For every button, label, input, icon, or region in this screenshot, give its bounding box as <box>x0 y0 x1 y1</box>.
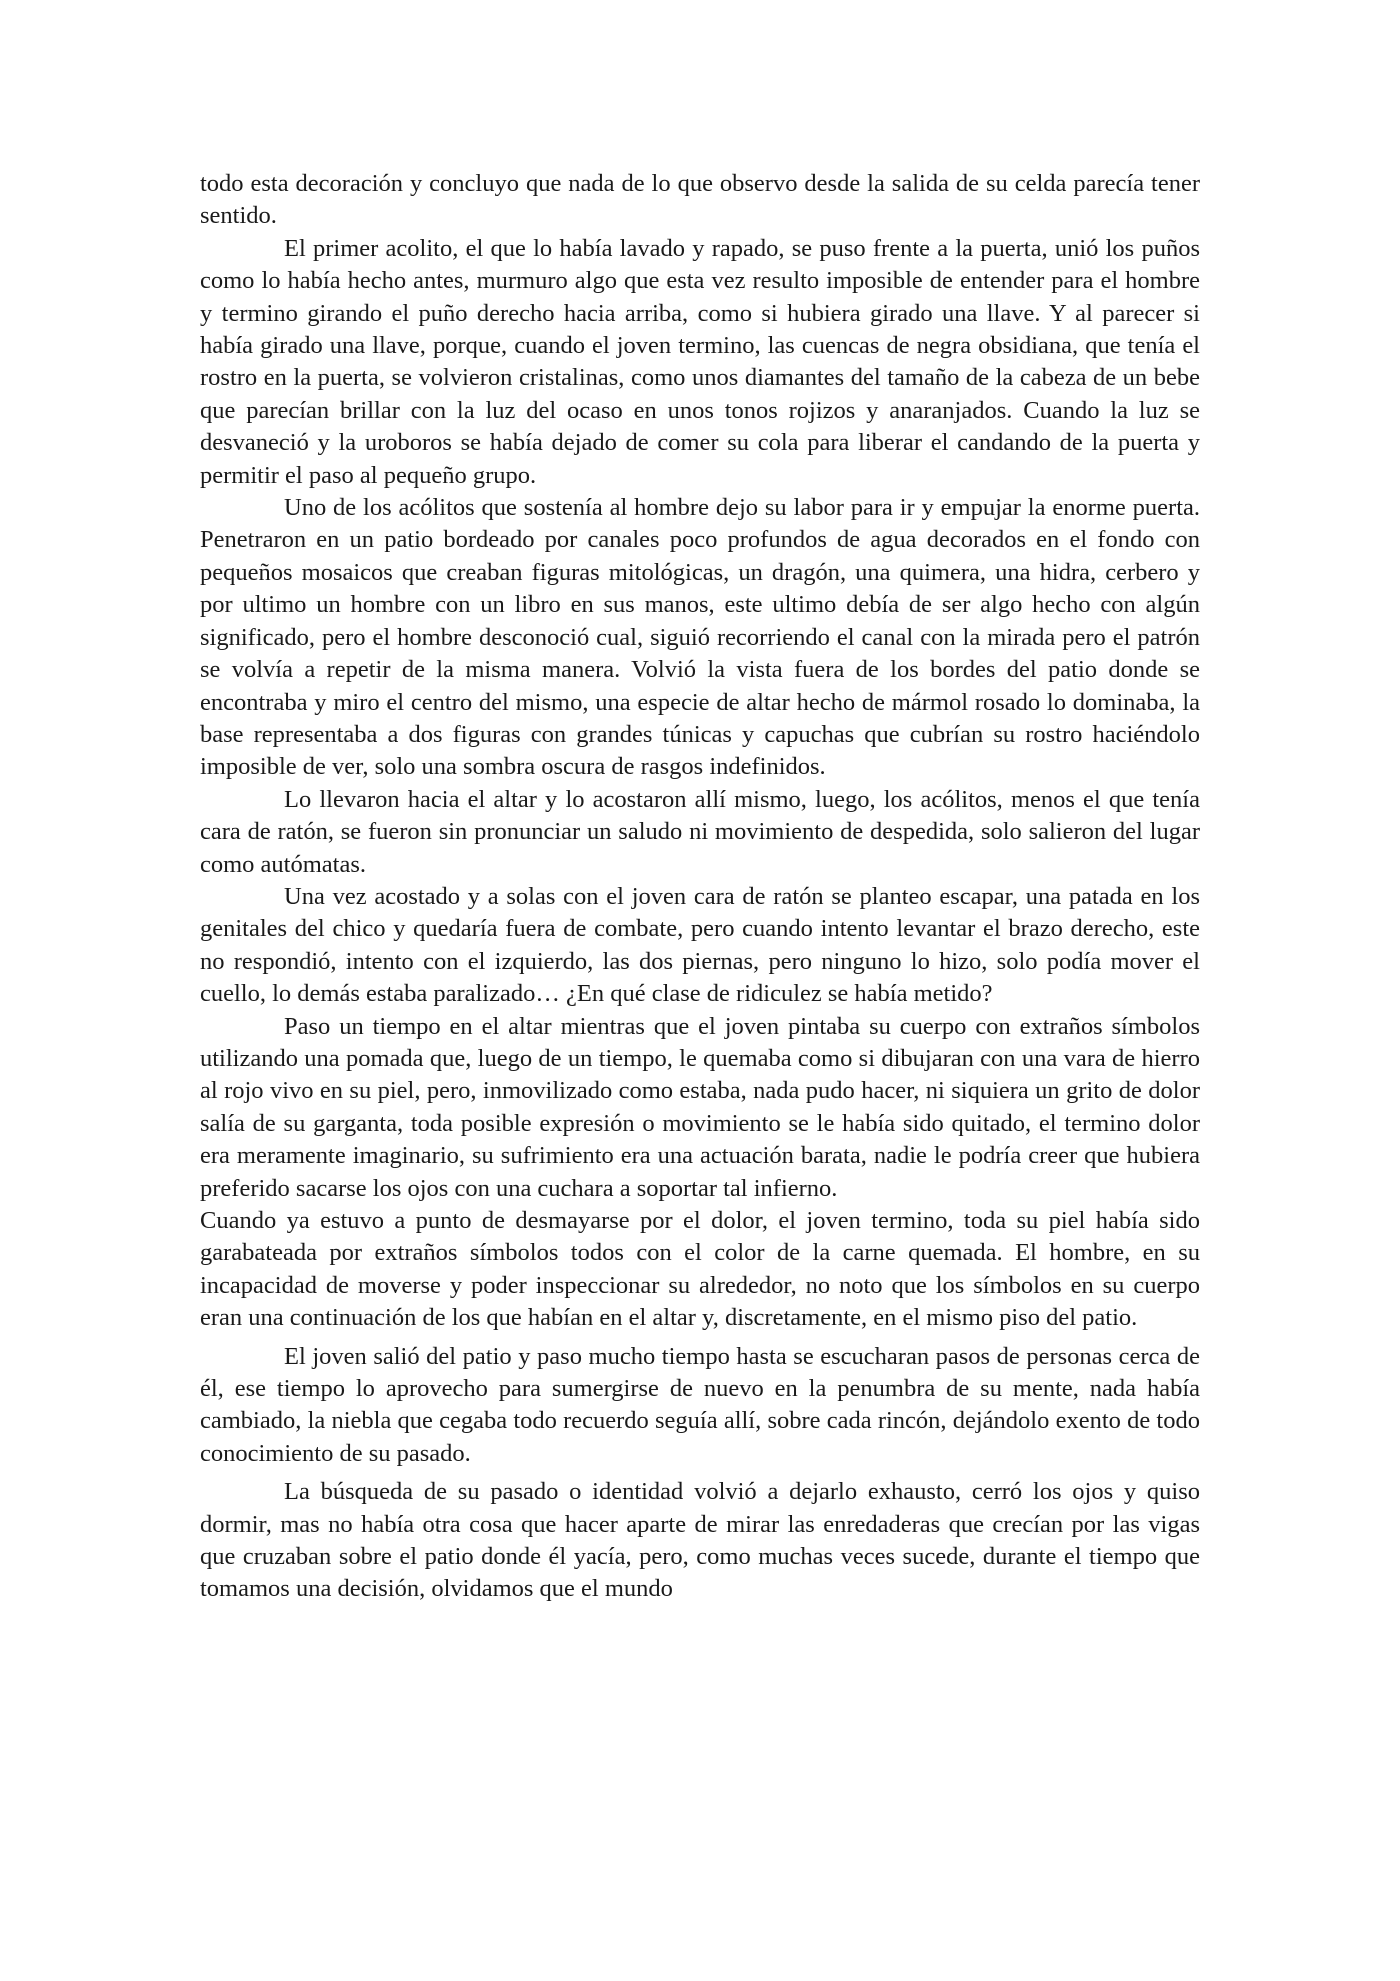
paragraph-3: Uno de los acólitos que sostenía al hombre dejo su labor para ir y empujar la enorme puerta. Penetraron en un patio bordeado por canales poco profundos de agua decorados en el fondo con pequeños mosaicos que creaban figuras mitológicas, un dragón, una quimera, una hidra, cerbero y por ultimo un hombre con un libro en sus manos, este ultimo debía de ser algo hecho con algún significado, pero el hombre desconoció cual, siguió recorriendo el canal con la mirada pero el patrón se volvía a repetir de la misma manera. Volvió la vista fuera de los bordes del patio donde se encontraba y miro el centro del mismo, una especie de altar hecho de mármol rosado lo dominaba, la base representaba a dos figuras con grandes túnicas y capuchas que cubrían su rostro haciéndolo imposible de ver, solo una sombra oscura de rasgos indefinidos. <box>200 494 1200 781</box>
paragraph-8: El joven salió del patio y paso mucho tiempo hasta se escucharan pasos de personas cerca de él, ese tiempo lo aprovecho para sumergirse de nuevo en la penumbra de su mente, nada había cambiado, la niebla que cegaba todo recuerdo seguía allí, sobre cada rincón, dejándolo exento de todo conocimiento de su pasado. <box>200 1342 1200 1467</box>
paragraph-2: El primer acolito, el que lo había lavado y rapado, se puso frente a la puerta, unió los puños como lo había hecho antes, murmuro algo que esta vez resulto imposible de entender para el hombre y termino girando el puño derecho hacia arriba, como si hubiera girado una llave. Y al parecer si había girado una llave, porque, cuando el joven termino, las cuencas de negra obsidiana, que tenía el rostro en la puerta, se volvieron cristalinas, como unos diamantes del tamaño de la cabeza de un bebe que parecían brillar con la luz del ocaso en unos tonos rojizos y anaranjados. Cuando la luz se desvaneció y la uroboros se había dejado de comer su cola para liberar el candando de la puerta y permitir el paso al pequeño grupo. <box>200 234 1200 489</box>
paragraph-4: Lo llevaron hacia el altar y lo acostaron allí mismo, luego, los acólitos, menos el que tenía cara de ratón, se fueron sin pronunciar un saludo ni movimiento de despedida, solo salieron del lugar como autómatas. <box>200 785 1200 878</box>
paragraph-1: todo esta decoración y concluyo que nada de lo que observo desde la salida de su celda parecía tener sentido. <box>200 170 1200 230</box>
paragraph-5: Una vez acostado y a solas con el joven cara de ratón se planteo escapar, una patada en los genitales del chico y quedaría fuera de combate, pero cuando intento levantar el brazo derecho, este no respondió, intento con el izquierdo, las dos piernas, pero ninguno lo hizo, solo podía mover el cuello, lo demás estaba paralizado… ¿En qué clase de ridiculez se había metido? <box>200 882 1200 1008</box>
paragraph-7: Cuando ya estuvo a punto de desmayarse por el dolor, el joven termino, toda su piel había sido garabateada por extraños símbolos todos con el color de la carne quemada. El hombre, en su incapacidad de moverse y poder inspeccionar su alrededor, no noto que los símbolos en su cuerpo eran una continuación de los que habían en el altar y, discretamente, en el mismo piso del patio. <box>200 1207 1200 1332</box>
document-page <box>200 168 1200 1606</box>
paragraph-9: La búsqueda de su pasado o identidad volvió a dejarlo exhausto, cerró los ojos y quiso dormir, mas no había otra cosa que hacer aparte de mirar las enredaderas que crecían por las vigas que cruzaban sobre el patio donde él yacía, pero, como muchas veces sucede, durante el tiempo que tomamos una decisión, olvidamos que el mundo <box>200 1478 1200 1603</box>
paragraph-6: Paso un tiempo en el altar mientras que el joven pintaba su cuerpo con extraños símbolos utilizando una pomada que, luego de un tiempo, le quemaba como si dibujaran con una vara de hierro al rojo vivo en su piel, pero, inmovilizado como estaba, nada pudo hacer, ni siquiera un grito de dolor salía de su garganta, toda posible expresión o movimiento se le había sido quitado, el termino dolor era meramente imaginario, su sufrimiento era una actuación barata, nadie le podría creer que hubiera preferido sacarse los ojos con una cuchara a soportar tal infierno. <box>200 1012 1200 1202</box>
